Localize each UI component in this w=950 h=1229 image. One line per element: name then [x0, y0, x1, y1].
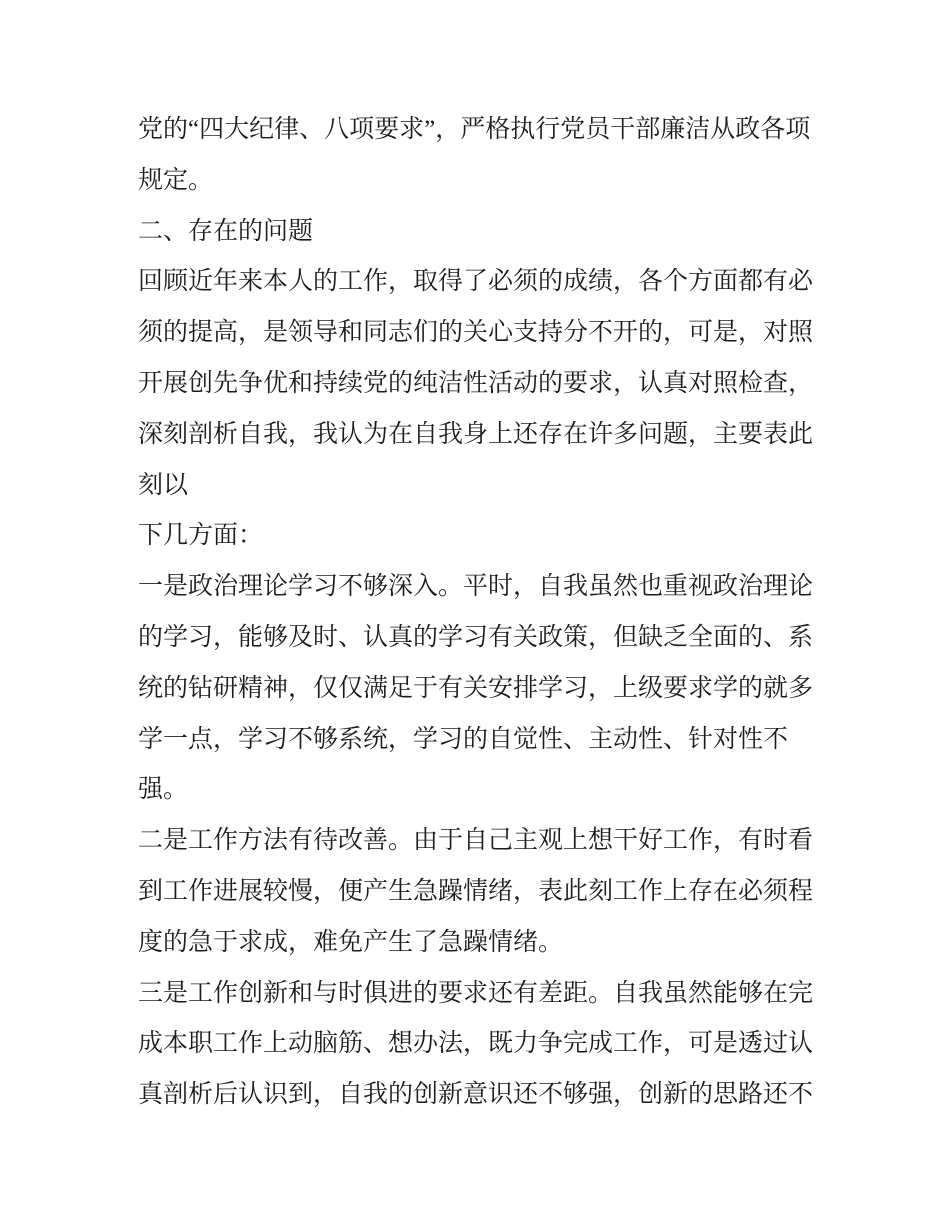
text-line-14: 强。 [138, 776, 189, 804]
text-line-15: 二是工作方法有待改善。由于自己主观上想干好工作，有时看 [138, 827, 814, 855]
text-line-13: 学一点，学习不够系统，学习的自觉性、主动性、针对性不 [138, 725, 789, 753]
text-line-20: 真剖析后认识到，自我的创新意识还不够强，创新的思路还不 [138, 1081, 814, 1109]
text-line-7: 深刻剖析自我，我认为在自我身上还存在许多问题，主要表此 [138, 420, 814, 448]
text-line-12: 统的钻研精神，仅仅满足于有关安排学习，上级要求学的就多 [138, 674, 814, 702]
text-line-5: 须的提高，是领导和同志们的关心支持分不开的，可是，对照 [138, 319, 814, 347]
text-line-4: 回顾近年来本人的工作，取得了必须的成绩，各个方面都有必 [138, 268, 814, 296]
text-line-17: 度的急于求成，难免产生了急躁情绪。 [138, 928, 564, 956]
text-line-11: 的学习，能够及时、认真的学习有关政策，但缺乏全面的、系 [138, 623, 814, 651]
text-line-3-section-heading: 二、存在的问题 [138, 217, 314, 245]
text-line-10: 一是政治理论学习不够深入。平时，自我虽然也重视政治理论 [138, 573, 814, 601]
text-line-8: 刻以 [138, 471, 189, 499]
text-line-1: 党的“四大纪律、八项要求”，严格执行党员干部廉洁从政各项 [138, 116, 811, 143]
text-line-16: 到工作进展较慢，便产生急躁情绪，表此刻工作上存在必须程 [138, 877, 814, 905]
text-line-9: 下几方面： [138, 522, 264, 550]
text-line-2: 规定。 [138, 166, 214, 194]
text-line-18: 三是工作创新和与时俱进的要求还有差距。自我虽然能够在完 [138, 979, 814, 1007]
document-body [138, 105, 828, 1121]
text-line-19: 成本职工作上动脑筋、想办法，既力争完成工作，可是透过认 [138, 1030, 814, 1058]
text-line-6: 开展创先争优和持续党的纯洁性活动的要求，认真对照检查， [138, 369, 814, 397]
